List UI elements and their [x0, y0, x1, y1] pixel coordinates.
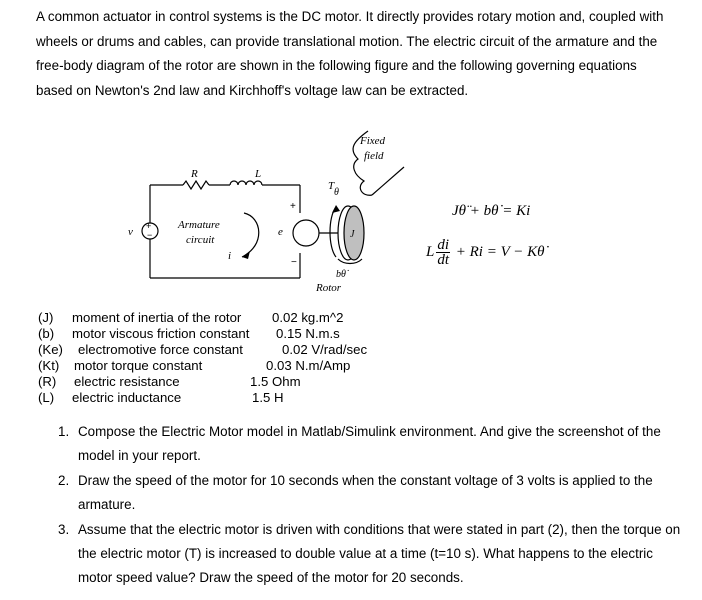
inductor — [230, 181, 262, 185]
task-text: Assume that the electric motor is driven with conditions that were stated in part (2), then the torque on the electric motor (T) is increased to double value at a time (t=10 s). What happens to the electric motor speed value? Draw the speed of the motor for 20 seconds. — [78, 521, 681, 586]
torque-arc — [330, 207, 336, 257]
param-description: electric inductance — [72, 390, 182, 405]
param-description: electromotive force constant — [78, 342, 243, 357]
param-symbol: (L) — [38, 390, 55, 405]
param-value: 0.15 N.m.s — [276, 326, 340, 341]
damping-label: bθ̇ — [336, 269, 346, 280]
dc-motor-diagram — [110, 125, 420, 305]
armature-label-2: circuit — [186, 234, 215, 246]
task-number: 2. — [58, 472, 70, 488]
resistor-label: R — [191, 168, 198, 180]
torque-label: T — [328, 180, 335, 192]
fixed-field-label-2: field — [364, 150, 384, 162]
current-arrowhead — [242, 251, 250, 259]
motor-plus: + — [290, 201, 296, 212]
motor-minus: − — [291, 257, 297, 268]
torque-arrowhead — [332, 205, 340, 213]
eq2-denominator: dt — [437, 252, 450, 268]
task-item — [52, 518, 682, 591]
param-symbol: (R) — [38, 374, 57, 389]
task-item — [52, 469, 682, 518]
param-value: 0.02 kg.m^2 — [272, 310, 344, 325]
rotor-label: Rotor — [316, 282, 342, 294]
param-value: 1.5 Ohm — [250, 374, 301, 389]
eq2-fraction — [436, 238, 450, 267]
intro-paragraph: A common actuator in control systems is the DC motor. It directly provides rotary motion and, coupled with wheels or drums and cables, can provide translational motion. The electric circuit of the armature and the free-body diagram of the rotor are shown in the following figure and the following governing equations based on Newton's 2nd law and Kirchhoff's voltage law can be extracted. — [36, 9, 664, 98]
param-symbol: (J) — [38, 310, 54, 325]
eq2-rest: + Ri = V − Kθ̇ — [455, 243, 545, 260]
task-text: Compose the Electric Motor model in Matlab/Simulink environment. And give the screenshot of the model in your report. — [78, 424, 661, 464]
param-symbol: (b) — [38, 326, 55, 341]
current-arrow — [242, 213, 259, 257]
theta-label: θ — [334, 187, 339, 198]
source-minus: − — [147, 230, 153, 240]
param-value: 0.03 N.m/Amp — [266, 358, 351, 373]
equation-newton: Jθ̈ + bθ̇ = Ki — [452, 203, 531, 219]
param-symbol: (Kt) — [38, 358, 60, 373]
param-description: moment of inertia of the rotor — [72, 310, 242, 325]
param-value: 1.5 H — [252, 390, 284, 405]
param-value: 0.02 V/rad/sec — [282, 342, 368, 357]
fixed-field-label-1: Fixed — [360, 135, 386, 147]
task-number: 3. — [58, 521, 70, 537]
voltage-label: v — [128, 226, 133, 238]
eq2-numerator: di — [437, 237, 450, 253]
inertia-label: J — [350, 229, 355, 240]
motor-circle — [293, 220, 319, 246]
task-item — [52, 420, 682, 469]
task-number: 1. — [58, 424, 70, 439]
fixed-field-pointer — [372, 167, 404, 195]
eq2-inductance: L — [426, 243, 435, 260]
task-list — [52, 420, 682, 591]
inductor-label: L — [255, 168, 262, 180]
emf-label: e — [278, 226, 283, 238]
task-text: Draw the speed of the motor for 10 seconds when the constant voltage of 3 volts is applied to the armature. — [78, 472, 653, 513]
param-description: electric resistance — [74, 374, 180, 389]
param-description: motor viscous friction constant — [72, 326, 250, 341]
param-description: motor torque constant — [74, 358, 203, 373]
armature-label-1: Armature — [178, 219, 220, 231]
source-plus: + — [146, 221, 152, 231]
equation-kirchhoff — [426, 238, 544, 267]
resistor — [183, 181, 209, 189]
param-symbol: (Ke) — [38, 342, 63, 357]
current-label: i — [228, 250, 232, 262]
